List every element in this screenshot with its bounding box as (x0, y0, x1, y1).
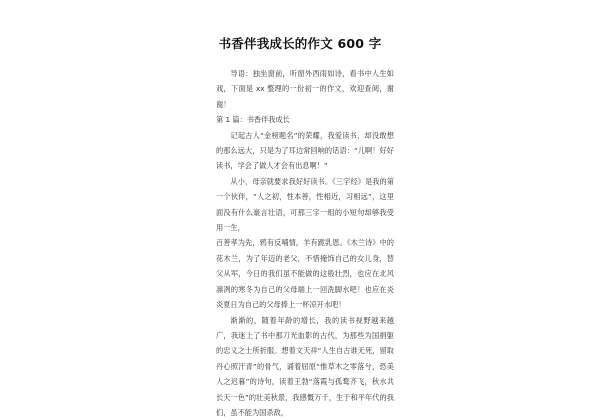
paragraph: 渐渐的，随着年龄的增长，我的读书视野越来越广，我迷上了书中那刀光血影的古代，为那些为国捐躯的忠义之士所折服。想着文天祥“人生自古谁无死，留取丹心照汗青”的骨气，诵着屈原“惟草木之零落兮，恐美人之迟暮”的诗句，读着王勃“落霞与孤鹜齐飞，秋水共长天一色”的壮美秋景，我感慨万千，生于和平年代的我们，虽不能为国杀敌， (216, 313, 394, 420)
document-body (216, 66, 394, 420)
section-heading: 第 1 篇：书香伴我成长 (216, 112, 394, 127)
intro-paragraph: 导语：独坐窗前，听窗外西雨如诗，看书中人生如戏，下面是 xx 整理的一份初一的作文，欢迎查阅，谢谢！ (216, 66, 394, 112)
paragraph: 记起古人“金榜题名”的荣耀，我爱读书，却没敢想的那么远大，只是为了耳边常回响的话语：“儿啊！好好读书，学会了做人才会有出息啊！” (216, 128, 394, 174)
document-title: 书香伴我成长的作文 600 字 (0, 34, 600, 52)
paragraph: 从小，母亲就要求我好好读书。《三字经》是我的第一个伙伴，“人之初，性本善，性相近，习相远”，这里面没有什么豪言壮语，可那三字一组的小短句却够我受用一生， (216, 174, 394, 236)
paragraph: 百善孝为先，鸦有反哺情，羊有跪乳恩。《木兰诗》中的花木兰，为了年迈的老父，不惜掩饰自己的女儿身，替父从军，今日的我们虽不能做的这般壮烈，也应在北风凛冽的寒冬为自己的父母端上一回洗脚水吧！也应在炎炎夏日为自己的父母捧上一杯凉开水吧！ (216, 235, 394, 312)
